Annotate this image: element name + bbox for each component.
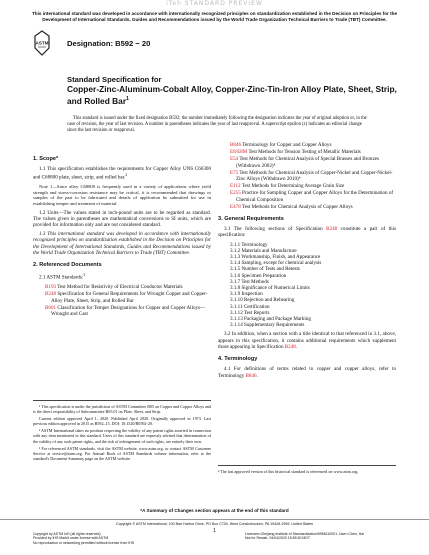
reference-title: Specification for General Requirements for Wrought Copper and Copper-Alloy Plate, Sheet, Strip, and Rolled Bar — [51, 291, 208, 304]
reference-item — [224, 204, 396, 210]
footnotes — [33, 400, 211, 463]
summary-of-changes-note: *A Summary of Changes section appears at the end of this standard — [140, 508, 289, 513]
paragraph-4-1-text-end: . — [256, 372, 258, 379]
footnote-4: ⁴ The last approved version of this historical standard is referenced on www.astm.org. — [218, 465, 396, 474]
paragraph-1-3: 1.3 This international standard was developed in accordance with internationally recognized principles on standardization established in the Decision on Principles for the Development of International Standards, Guides and Recommendations issued by the World Trade Organization Technical Barriers to Trade (TBT) Committee. — [33, 231, 211, 256]
list-item: 3.1.11 Certification — [230, 303, 270, 310]
list-item: 3.1.1 Terminology — [230, 241, 268, 248]
reference-item — [224, 190, 396, 202]
paragraph-3-1-text-end: constitute a part of this specification: — [218, 226, 396, 239]
reference-title: Terminology for Copper and Copper Alloys — [241, 142, 332, 148]
reference-link[interactable]: E8/E8M — [230, 149, 248, 156]
paragraph-1-1 — [33, 166, 211, 181]
list-item: 3.1.14 Supplementary Requirements — [230, 322, 305, 329]
reference-item — [224, 149, 396, 155]
paragraph-4-1-text: 4.1 For definitions of terms related to copper and copper alloys, refer to Terminology — [218, 366, 396, 379]
top-notice: This international standard was developed in accordance with internationally recognized principles on standardization established in the Decision on Principles for the Development of International Standards, Guides and Recommendations issued by the World Trade Organization Technical Barriers to Trade (TBT) Committee. — [31, 11, 398, 22]
footnote-3: ³ For referenced ASTM standards, visit the ASTM website, www.astm.org, or contact ASTM Customer Service at service@astm.org. For Annual Book of ASTM Standards volume information, refer to the standard's Document Summary page on the ASTM website. — [33, 445, 211, 461]
standard-title — [67, 84, 397, 106]
list-item: 3.1.5 Number of Tests and Retests — [230, 266, 300, 273]
reference-item — [224, 156, 396, 168]
section-heading-terminology: 4. Terminology — [218, 356, 258, 363]
paragraph-2-1-text: 2.1 ASTM Standards: — [39, 274, 84, 281]
paragraph-3-1-text: 3.1 The following sections of Specification — [224, 226, 327, 233]
footnote-1-edition: Current edition approved April 1, 2020. Published April 2020. Originally approved in 1973. Last previous edition approved in 2015 as B592–15. DOI: 10.1520/B0592-20. — [33, 416, 211, 427]
reference-link[interactable]: E112 — [230, 183, 241, 190]
reference-item — [224, 142, 396, 148]
reference-title: Test Methods for Determining Average Grain Size — [240, 183, 345, 190]
list-item: 3.1.8 Significance of Numerical Limits — [230, 285, 310, 292]
reference-item — [224, 170, 396, 182]
reference-link[interactable]: E255 — [230, 190, 241, 197]
designation: Designation: B592 − 20 — [67, 39, 151, 48]
reference-link[interactable]: E75 — [230, 169, 239, 176]
standard-label: Standard Specification for — [67, 75, 162, 84]
license-right: Licensee=Zhejiang Institute of Standardization/5956110001, User=Chen, Hai Not for Resale, 04/04/2020 15:55:30 MDT — [245, 532, 365, 541]
paragraph-1-1-text: 1.1 This specification establishes the requirements for Copper Alloy UNS C66300 and C68800 plate, sheet, strip, and rolled bar. — [33, 166, 211, 182]
reference-title: Test Methods for Chemical Analysis of Copper-Nickel and Copper-Nickel-Zinc Alloys (Withdrawn 2010)⁴ — [236, 169, 393, 183]
paragraph-3-2 — [218, 331, 396, 350]
paragraph-3-1 — [218, 226, 396, 238]
note-1: Note 1—Since alloy C68800 is frequently used in a variety of applications where yield strength and stress-corrosion resistance may be critical, it is recommended that drawings or samples of the part to be fabricated and details of application be submitted for use in establishing temper and treatment of material. — [33, 184, 211, 207]
footnote-1: ¹ This specification is under the jurisdiction of ASTM Committee B05 on Copper and Copper Alloys and is the direct responsibility of Subcommittee B05.01 on Plate, Sheet, and Strip. — [33, 404, 211, 415]
list-item: 3.1.9 Inspection — [230, 291, 263, 298]
paragraph-3-2-text-end: . — [295, 343, 298, 350]
reference-title: Test Method for Resistivity of Electrical Conductor Materials — [56, 284, 183, 291]
footnote-mark: 2 — [125, 173, 128, 178]
section-heading-scope: 1. Scope* — [33, 156, 59, 162]
reference-link[interactable]: B193 — [45, 284, 57, 291]
reference-link[interactable]: B248 — [45, 291, 57, 298]
list-item: 3.1.6 Specimen Preparation — [230, 272, 287, 279]
reference-title: Test Methods for Tension Testing of Metallic Materials — [247, 149, 361, 156]
reference-link[interactable]: B248 — [284, 343, 296, 350]
reference-title: Test Methods for Chemical Analysis of Copper Alloys — [240, 203, 353, 210]
title-footnote-mark: 1 — [126, 96, 129, 102]
reference-title: Classification for Temper Designations for Copper and Copper Alloys—Wrought and Cast — [51, 304, 206, 317]
footnote-2: ² ASTM International takes no position respecting the validity of any patent rights asserted in connection with any item mentioned in this standard. Users of this standard are expressly advised that determination of the validity of any such patent rights, and the risk of infringement of such rights, are entirely their own. — [33, 428, 211, 444]
reference-link[interactable]: E478 — [230, 203, 241, 210]
svg-text:ASTM: ASTM — [35, 40, 49, 46]
title-text: Copper-Zinc-Aluminum-Cobalt Alloy, Copper-Zinc-Tin-Iron Alloy Plate, Sheet, Strip, and Rolled Bar — [67, 84, 397, 106]
page-number: 1 — [213, 528, 216, 534]
reference-link[interactable]: B846 — [245, 372, 257, 379]
paragraph-1-2: 1.2 Units—The values stated in inch-pound units are to be regarded as standard. The values given in parentheses are mathematical conversions to SI units, which are provided for information only and are not considered standard. — [33, 209, 211, 229]
section-heading-general-requirements: 3. General Requirements — [218, 216, 284, 223]
reference-title: Practice for Sampling Copper and Copper Alloys for the Determination of Chemical Composition — [236, 190, 394, 203]
license-left: Copyright by ASTM Int'l (all rights reserved); Provided by IHS Markit under license with ASTM No reproduction or networking permitted without license from IHS — [33, 532, 135, 545]
list-item: 3.1.2 Materials and Manufacture — [230, 247, 297, 254]
paragraph-4-1 — [218, 366, 396, 378]
footnote-mark: 3 — [83, 273, 86, 278]
title-block — [67, 75, 397, 106]
list-item: 3.1.4 Sampling, except for chemical analysis — [230, 260, 322, 267]
section-heading-referenced-documents: 2. Referenced Documents — [33, 262, 102, 269]
reference-item — [39, 291, 211, 303]
reference-item — [39, 305, 211, 317]
paragraph-3-2-text: 3.2 In addition, when a section with a title identical to that referenced in 3.1, above, appears in this specification, it contains additional requirements which supplement those appearing in Specification — [218, 331, 396, 350]
reference-item — [39, 284, 211, 290]
reference-link[interactable]: B846 — [230, 142, 242, 148]
reference-item — [224, 183, 396, 189]
reference-title: Test Methods for Chemical Analysis of Special Brasses and Bronzes (Withdrawn 2002)⁴ — [236, 156, 379, 169]
watermark: iTeh STANDARD PREVIEW — [166, 0, 263, 7]
paragraph-2-1 — [33, 272, 211, 281]
list-item: 3.1.12 Test Reports — [230, 309, 270, 316]
reference-link[interactable]: B248 — [326, 226, 338, 233]
list-item: 3.1.13 Packaging and Package Marking — [230, 316, 311, 323]
issue-note: This standard is issued under the fixed designation B592; the number immediately following the designation indicates the year of original adoption or, in the case of revision, the year of last revision. A number in parentheses indicates the year of last reapproval. A superscript epsilon (ε) indicates an editorial change since the last revision or reapproval. — [67, 116, 367, 133]
right-column — [218, 142, 396, 382]
copyright-line: Copyright © ASTM International, 100 Barr Harbor Drive, PO Box C700, West Conshohocken, PA 19428-2959. United States — [0, 519, 429, 526]
left-column — [33, 150, 211, 318]
reference-link[interactable]: E54 — [230, 156, 239, 163]
list-item: 3.1.3 Workmanship, Finish, and Appearance — [230, 254, 321, 261]
list-item: 3.1.7 Test Methods — [230, 278, 269, 285]
reference-link[interactable]: B601 — [45, 304, 57, 311]
astm-logo-icon — [33, 30, 51, 56]
list-item: 3.1.10 Rejection and Rehearing — [230, 297, 295, 304]
